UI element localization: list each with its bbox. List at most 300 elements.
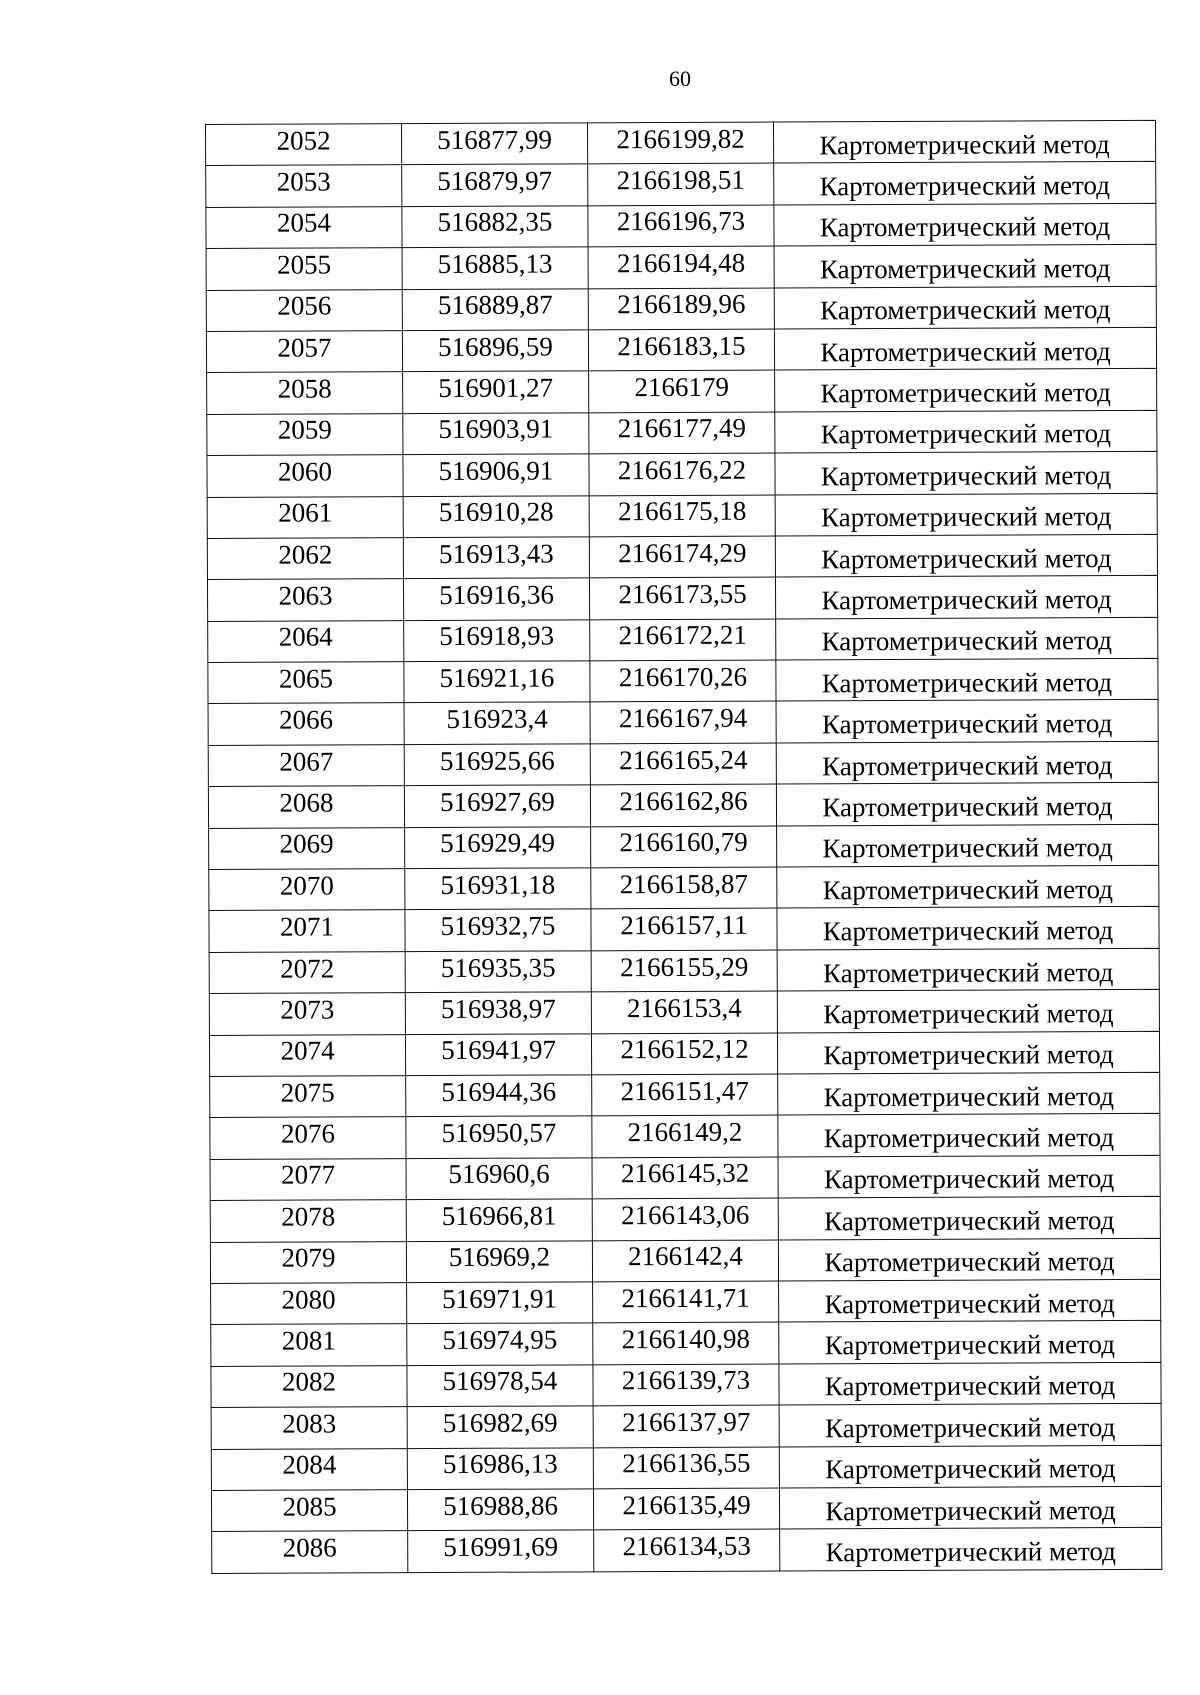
y-coordinate-cell [589,412,775,454]
method-cell-text: Картометрический метод [823,997,1114,1030]
y-coordinate-cell [588,246,774,288]
method-cell-text: Картометрический метод [821,584,1112,616]
method-cell-text: Картометрический метод [821,666,1113,699]
table-row [207,410,1157,456]
x-coordinate-cell [406,1075,592,1117]
method-cell-text: Картометрический метод [820,459,1112,492]
method-cell-text: Картометрический метод [820,335,1111,367]
method-cell-text: Картометрический метод [821,542,1112,574]
y-coordinate-cell-text: 2166135,49 [622,1489,751,1520]
y-coordinate-cell [591,908,777,950]
x-coordinate-cell-text: 516938,97 [440,993,556,1024]
point-number-cell-text: 2084 [282,1449,337,1480]
x-coordinate-cell-text: 516935,35 [440,951,556,983]
method-cell [777,948,1159,991]
y-coordinate-cell-text: 2166176,22 [617,454,747,486]
method-cell [776,783,1158,826]
method-cell-text: Картометрический метод [822,832,1113,864]
x-coordinate-cell [407,1489,593,1531]
table-row [207,493,1157,539]
y-coordinate-cell-text: 2166165,24 [619,744,748,775]
table-row [208,617,1158,663]
method-cell-text: Картометрический метод [820,294,1111,326]
x-coordinate-cell [402,123,588,165]
point-number-cell-text: 2072 [280,952,335,984]
method-cell [777,1031,1159,1074]
point-number-cell [208,744,404,786]
x-coordinate-cell-text: 516877,99 [437,124,553,155]
x-coordinate-cell-text: 516923,4 [446,703,548,735]
y-coordinate-cell [588,288,774,330]
method-cell [774,203,1156,246]
y-coordinate-cell [591,950,777,992]
table-row [212,1528,1162,1574]
method-cell [779,1279,1161,1322]
method-cell-text: Картометрический метод [823,1163,1115,1195]
table-row [210,1072,1160,1118]
point-number-cell [206,248,402,290]
x-coordinate-cell-text: 516925,66 [439,745,555,776]
y-coordinate-cell [588,163,774,205]
x-coordinate-cell [405,951,591,993]
x-coordinate-cell [407,1447,593,1489]
x-coordinate-cell-text: 516910,28 [438,496,554,528]
table-row [209,907,1159,953]
point-number-cell-text: 2085 [282,1491,337,1522]
point-number-cell [208,703,404,745]
y-coordinate-cell-text: 2166141,71 [621,1282,750,1313]
method-cell-text: Картометрический метод [825,1536,1116,1568]
method-cell [778,1238,1160,1281]
y-coordinate-cell-text: 2166175,18 [618,495,747,527]
point-number-cell [209,869,405,911]
y-coordinate-cell [593,1364,779,1406]
method-cell-text: Картометрический метод [821,708,1113,740]
x-coordinate-cell [405,826,591,868]
x-coordinate-cell-text: 516974,95 [442,1324,558,1355]
y-coordinate-cell-text: 2166153,4 [626,992,742,1024]
y-coordinate-cell-text: 2166196,73 [616,206,746,237]
table-row [207,576,1157,622]
method-cell-text: Картометрический метод [822,749,1113,781]
point-number-cell [209,827,405,869]
point-number-cell-text: 2060 [277,456,333,487]
x-coordinate-cell-text: 516901,27 [438,372,554,404]
x-coordinate-cell [406,1158,592,1200]
x-coordinate-cell [403,454,589,496]
table-row [209,824,1159,870]
method-cell-text: Картометрический метод [823,1080,1114,1112]
x-coordinate-cell-text: 516982,69 [442,1407,558,1438]
point-number-cell [208,662,404,704]
y-coordinate-cell [589,370,775,412]
point-number-cell-text: 2080 [281,1284,336,1315]
y-coordinate-cell [591,1033,777,1075]
point-number-cell [211,1283,407,1325]
method-cell [775,576,1157,619]
x-coordinate-cell-text: 516960,6 [448,1158,550,1190]
y-coordinate-cell [589,536,775,578]
y-coordinate-cell [591,991,777,1033]
method-cell-text: Картометрический метод [820,501,1112,533]
table-row [207,534,1157,580]
table-row [210,1114,1160,1160]
y-coordinate-cell-text: 2166143,06 [621,1199,750,1231]
point-number-cell [207,496,403,538]
table-row [206,162,1156,208]
table-row [207,451,1157,497]
point-number-cell [206,206,402,248]
point-number-cell-text: 2074 [280,1035,335,1066]
table-row [211,1362,1161,1408]
point-number-cell [208,620,404,662]
method-cell-text: Картометрический метод [822,873,1114,906]
method-cell [775,534,1157,577]
x-coordinate-cell-text: 516921,16 [439,662,555,693]
method-cell [775,493,1157,536]
table-row [211,1279,1161,1325]
table-row [209,948,1159,994]
method-cell [777,990,1159,1033]
x-coordinate-cell [402,330,588,372]
x-coordinate-cell-text: 516971,91 [442,1283,558,1314]
method-cell-text: Картометрический метод [825,1453,1116,1485]
x-coordinate-cell [407,1323,593,1365]
y-coordinate-cell-text: 2166160,79 [619,826,748,858]
x-coordinate-cell [402,247,588,289]
method-cell [774,327,1156,370]
x-coordinate-cell-text: 516927,69 [440,786,555,817]
table-row [208,783,1158,829]
table-row [211,1321,1161,1367]
point-number-cell-text: 2083 [282,1408,337,1439]
table-row [209,990,1159,1036]
point-number-cell [206,289,402,331]
method-cell-text: Картометрический метод [824,1246,1115,1278]
table-row [206,120,1156,166]
table-row [206,203,1156,249]
method-cell-text: Картометрический метод [823,1039,1114,1071]
point-number-cell-text: 2069 [279,828,334,860]
x-coordinate-cell-text: 516903,91 [438,413,554,445]
y-coordinate-cell-text: 2166158,87 [619,868,749,899]
y-coordinate-cell-text: 2166136,55 [622,1447,751,1479]
y-coordinate-cell [588,205,774,247]
point-number-cell-text: 2078 [281,1201,336,1232]
point-number-cell-text: 2075 [280,1077,335,1108]
point-number-cell [206,331,402,373]
y-coordinate-cell-text: 2166155,29 [619,951,749,982]
y-coordinate-cell [588,329,774,371]
table-row [206,327,1156,373]
x-coordinate-cell-text: 516916,36 [439,579,554,610]
method-cell-text: Картометрический метод [822,956,1114,988]
point-number-cell [207,372,403,414]
y-coordinate-cell-text: 2166157,11 [620,909,748,941]
x-coordinate-cell [407,1406,593,1448]
y-coordinate-cell [592,1157,778,1199]
point-number-cell [209,993,405,1035]
y-coordinate-cell-text: 2166177,49 [617,413,747,444]
table-row [209,865,1159,911]
y-coordinate-cell [594,1529,780,1571]
x-coordinate-cell [406,1240,592,1282]
point-number-cell [207,455,403,497]
method-cell [779,1362,1161,1405]
point-number-cell-text: 2064 [278,621,333,653]
x-coordinate-cell [403,495,589,537]
point-number-cell [208,786,404,828]
y-coordinate-cell-text: 2166152,12 [620,1033,749,1065]
method-cell [777,865,1159,908]
point-number-cell-text: 2070 [279,870,334,901]
point-number-cell [211,1324,407,1366]
x-coordinate-cell-text: 516941,97 [441,1034,556,1066]
x-coordinate-cell [405,909,591,951]
y-coordinate-cell-text: 2166137,97 [621,1406,751,1437]
method-cell-text: Картометрический метод [824,1204,1115,1237]
point-number-cell [207,579,403,621]
y-coordinate-cell [589,577,775,619]
y-coordinate-cell [590,660,776,702]
y-coordinate-cell [591,826,777,868]
point-number-cell-text: 2054 [276,207,331,239]
method-cell [779,1486,1161,1529]
y-coordinate-cell [593,1447,779,1489]
y-coordinate-cell-text: 2166199,82 [616,123,745,154]
x-coordinate-cell [404,785,590,827]
y-coordinate-cell-text: 2166145,32 [620,1158,750,1189]
method-cell-text: Картометрический метод [825,1494,1116,1526]
point-number-cell-text: 2058 [277,373,332,404]
method-cell [774,286,1156,329]
y-coordinate-cell-text: 2166173,55 [618,578,747,610]
table-row [206,286,1156,332]
y-coordinate-cell [590,701,776,743]
point-number-cell-text: 2061 [278,497,333,528]
x-coordinate-cell-text: 516988,86 [443,1490,558,1521]
table-row [207,369,1157,415]
point-number-cell [211,1448,407,1490]
point-number-cell-text: 2066 [279,704,334,735]
point-number-cell-text: 2056 [277,290,332,321]
y-coordinate-cell [593,1281,779,1323]
x-coordinate-cell [406,1116,592,1158]
y-coordinate-cell-text: 2166134,53 [622,1530,751,1562]
point-number-cell [210,1158,406,1200]
method-cell [778,1072,1160,1115]
x-coordinate-cell [403,578,589,620]
x-coordinate-cell [408,1530,594,1572]
point-number-cell-text: 2067 [279,745,334,777]
x-coordinate-cell [404,744,590,786]
point-number-cell-text: 2057 [277,332,332,363]
point-number-cell-text: 2053 [276,166,331,197]
x-coordinate-cell-text: 516944,36 [441,1076,557,1107]
method-cell-text: Картометрический метод [821,625,1112,657]
y-coordinate-cell [589,495,775,537]
point-number-cell-text: 2086 [282,1532,337,1563]
y-coordinate-cell-text: 2166183,15 [617,330,746,361]
point-number-cell-text: 2081 [281,1325,336,1356]
y-coordinate-cell [592,1240,778,1282]
method-cell [776,658,1158,701]
x-coordinate-cell-text: 516889,87 [437,289,553,321]
x-coordinate-cell [403,537,589,579]
y-coordinate-cell [589,453,775,495]
y-coordinate-cell [590,784,776,826]
y-coordinate-cell [590,743,776,785]
y-coordinate-cell [593,1488,779,1530]
method-cell-text: Картометрический метод [819,128,1110,161]
point-number-cell-text: 2063 [278,580,333,611]
point-number-cell [206,124,402,166]
x-coordinate-cell [405,992,591,1034]
y-coordinate-cell-text: 2166170,26 [618,661,748,692]
point-number-cell [207,413,403,455]
page-number: 60 [669,66,691,91]
x-coordinate-cell-text: 516906,91 [438,455,554,486]
y-coordinate-cell-text: 2166194,48 [616,247,746,279]
x-coordinate-cell-text: 516913,43 [438,538,554,569]
point-number-cell [209,910,405,952]
y-coordinate-cell-text: 2166162,86 [619,785,748,817]
method-cell-text: Картометрический метод [824,1287,1115,1319]
method-cell-text: Картометрический метод [820,377,1111,409]
point-number-cell-text: 2059 [277,414,332,446]
point-number-cell [209,1034,405,1076]
method-cell [777,824,1159,867]
x-coordinate-cell [407,1365,593,1407]
point-number-cell [206,165,402,207]
method-cell-text: Картометрический метод [822,915,1114,947]
x-coordinate-cell-text: 516966,81 [441,1200,557,1231]
x-coordinate-cell-text: 516896,59 [438,331,553,362]
point-number-cell-text: 2062 [278,539,333,570]
method-cell [778,1114,1160,1157]
point-number-cell [210,1117,406,1159]
point-number-cell-text: 2068 [279,787,334,818]
x-coordinate-cell [405,1033,591,1075]
method-cell [778,1196,1160,1239]
table-row [211,1403,1161,1449]
method-cell-text: Картометрический метод [823,1122,1115,1154]
y-coordinate-cell [592,1198,778,1240]
method-cell [777,907,1159,950]
method-cell [778,1155,1160,1198]
point-number-cell [210,1241,406,1283]
table-row [211,1486,1161,1532]
x-coordinate-cell [404,620,590,662]
method-cell-text: Картометрический метод [824,1370,1116,1402]
point-number-cell-text: 2052 [276,125,331,156]
point-number-cell [211,1490,407,1532]
method-cell [779,1445,1161,1488]
method-cell [774,245,1156,288]
x-coordinate-cell-text: 516932,75 [440,910,556,942]
point-number-cell [207,538,403,580]
x-coordinate-cell [404,661,590,703]
method-cell-text: Картометрический метод [822,790,1113,823]
method-cell-text: Картометрический метод [819,170,1110,202]
y-coordinate-cell-text: 2166151,47 [620,1075,749,1106]
x-coordinate-cell [403,371,589,413]
x-coordinate-cell [402,206,588,248]
method-cell-text: Картометрический метод [824,1329,1116,1361]
method-cell [775,410,1157,453]
point-number-cell-text: 2055 [277,249,332,280]
x-coordinate-cell-text: 516882,35 [437,206,553,238]
method-cell [775,451,1157,494]
y-coordinate-cell-text: 2166172,21 [618,620,747,651]
x-coordinate-cell [402,164,588,206]
point-number-cell-text: 2071 [279,911,335,942]
x-coordinate-cell-text: 516986,13 [442,1448,558,1480]
y-coordinate-cell-text: 2166139,73 [621,1365,751,1396]
point-number-cell-text: 2073 [280,994,335,1025]
method-cell [779,1403,1161,1446]
point-number-cell [209,951,405,993]
y-coordinate-cell [592,1074,778,1116]
point-number-cell [210,1076,406,1118]
x-coordinate-cell-text: 516978,54 [442,1365,558,1397]
y-coordinate-cell [593,1405,779,1447]
x-coordinate-cell [407,1282,593,1324]
y-coordinate-cell-text: 2166167,94 [618,702,748,734]
point-number-cell-text: 2076 [280,1118,335,1149]
x-coordinate-cell [406,1199,592,1241]
x-coordinate-cell-text: 516918,93 [439,620,555,652]
method-cell [773,120,1155,163]
coordinates-table [205,120,1162,1574]
method-cell-text: Картометрический метод [819,252,1111,285]
method-cell-text: Картометрический метод [820,418,1112,450]
y-coordinate-cell-text: 2166140,98 [621,1323,750,1355]
x-coordinate-cell-text: 516885,13 [437,248,553,279]
x-coordinate-cell-text: 516929,49 [440,827,556,859]
table-row [208,741,1158,787]
table-row [210,1238,1160,1284]
point-number-cell-text: 2082 [281,1366,337,1398]
x-coordinate-cell-text: 516931,18 [440,869,556,900]
table-row [210,1155,1160,1201]
x-coordinate-cell-text: 516969,2 [448,1241,551,1273]
method-cell [776,741,1158,784]
x-coordinate-cell [402,288,588,330]
y-coordinate-cell-text: 2166189,96 [617,288,746,320]
x-coordinate-cell [405,868,591,910]
point-number-cell [211,1407,407,1449]
y-coordinate-cell [593,1322,779,1364]
x-coordinate-cell-text: 516950,57 [441,1117,557,1149]
y-coordinate-cell [592,1115,778,1157]
x-coordinate-cell-text: 516991,69 [443,1531,559,1562]
method-cell [776,700,1158,743]
table-row [211,1445,1161,1491]
y-coordinate-cell-text: 2166198,51 [616,164,745,196]
method-cell [774,162,1156,205]
point-number-cell-text: 2079 [281,1242,336,1273]
y-coordinate-cell-text: 2166142,4 [628,1240,743,1272]
table-row [206,245,1156,291]
table-row [208,658,1158,704]
point-number-cell [210,1200,406,1242]
x-coordinate-cell [403,413,589,455]
method-cell-text: Картометрический метод [824,1411,1116,1444]
y-coordinate-cell-text: 2166174,29 [618,537,747,568]
table-row [210,1196,1160,1242]
y-coordinate-cell [590,619,776,661]
